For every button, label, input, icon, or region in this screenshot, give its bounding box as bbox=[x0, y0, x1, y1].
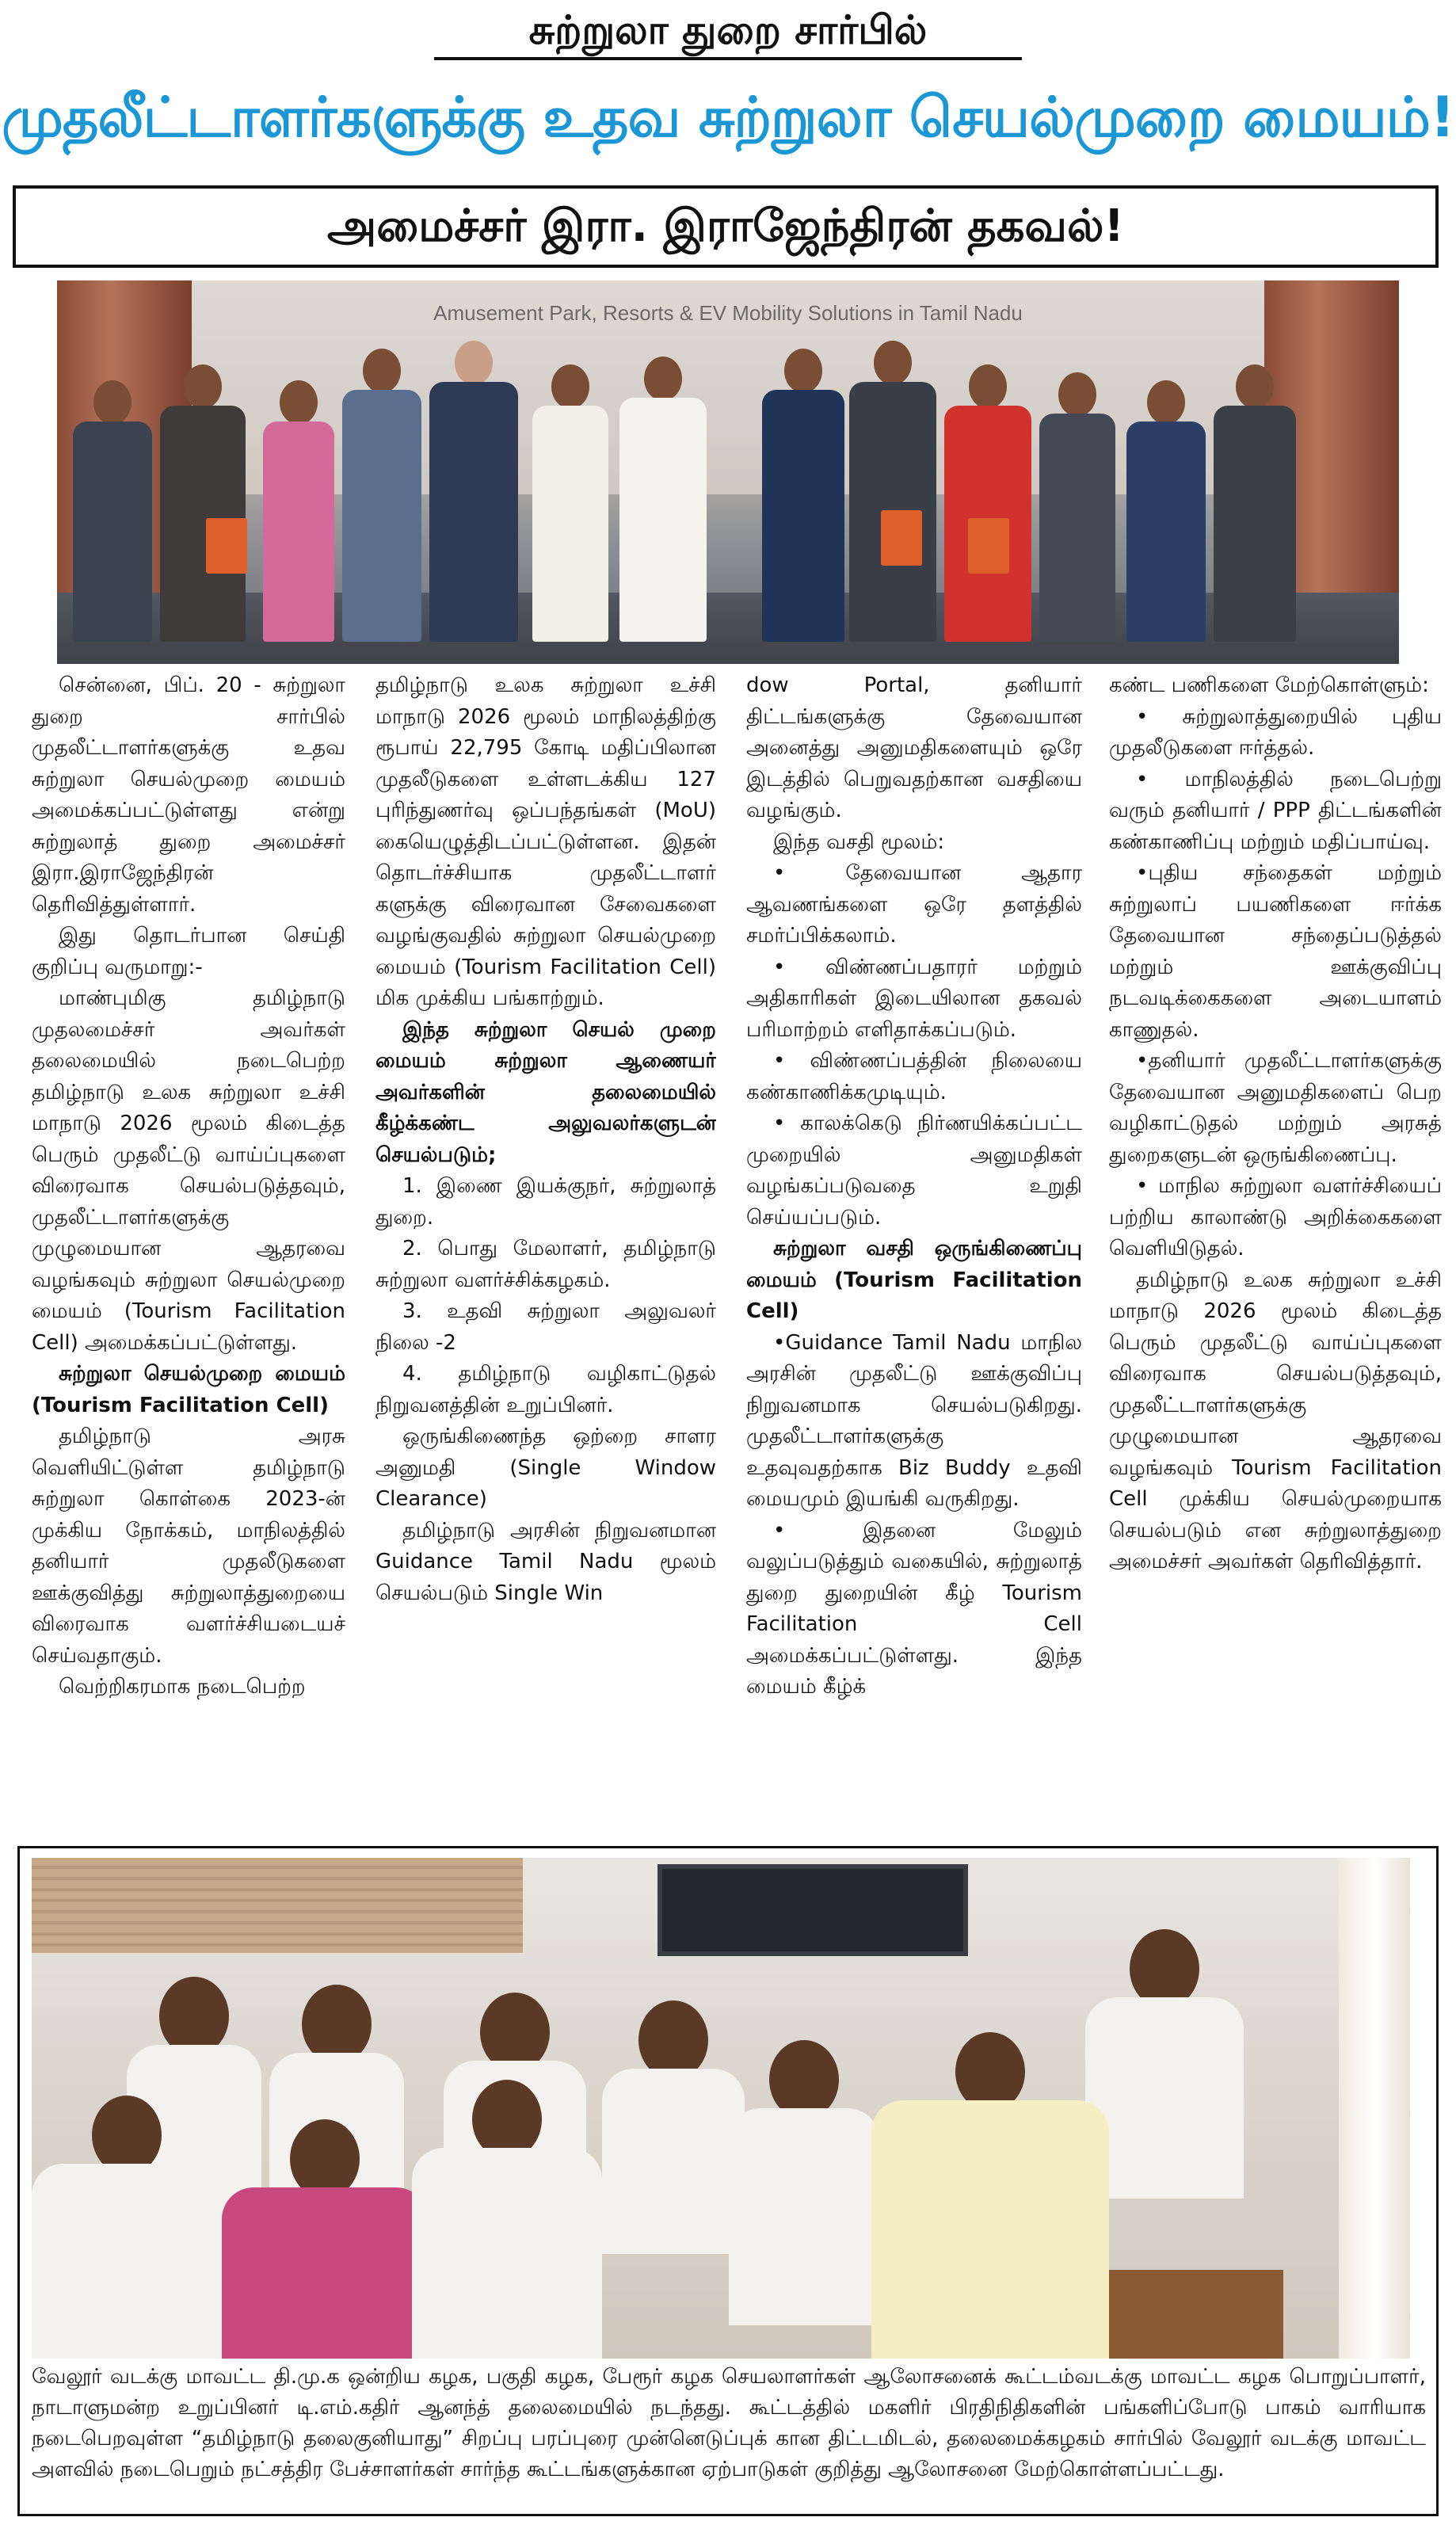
paragraph: சென்னை, பிப். 20 - சுற்றுலா துறை சார்பில் முதலீட்டாளர்களுக்கு உதவ சுற்றுலா செயல்முறை மையம் அமைக்கப்பட்டுள்ளது என்று சுற்றுலாத் துறை அமைச்சர் இரா.இராஜேந்திரன் தெரிவித்துள்ளார். bbox=[32, 673, 345, 917]
person bbox=[532, 364, 608, 642]
paragraph: தமிழ்நாடு அரசின் நிறுவனமான Guidance Tamil Nadu மூலம் செயல்படும் Single Win bbox=[375, 1518, 716, 1605]
paragraph: •Guidance Tamil Nadu மாநில அரசின் முதலீட்டு ஊக்குவிப்பு நிறுவனமாக செயல்படுகிறது. முதலீட்டாளர்களுக்கு உதவுவதற்காக Biz Buddy உதவி மையமும் இயங்கி வருகிறது. bbox=[746, 1330, 1082, 1511]
article-column-4 bbox=[1109, 670, 1442, 1835]
kicker-underline bbox=[434, 57, 1022, 60]
person bbox=[160, 364, 246, 642]
curtain bbox=[1339, 1858, 1410, 2359]
list-item: 4. தமிழ்நாடு வழிகாட்டுதல் நிறுவனத்தின் உறுப்பினர். bbox=[375, 1362, 716, 1417]
wall-tv bbox=[657, 1864, 968, 1956]
list-item: • விண்ணப்பதாரர் மற்றும் அதிகாரிகள் இடையிலான தகவல் பரிமாற்றம் எளிதாக்கப்படும். bbox=[746, 955, 1082, 1042]
person bbox=[1214, 364, 1296, 642]
person bbox=[412, 2080, 602, 2359]
list-item: •புதிய சந்தைகள் மற்றும் சுற்றுலாப் பயணிகளை ஈர்க்க தேவையான சந்தைப்படுத்தல் மற்றும் ஊக்குவிப்பு நடவடிக்கைகளை அடையாளம் காணுதல். bbox=[1109, 861, 1442, 1042]
person bbox=[263, 380, 334, 642]
article-column-2 bbox=[375, 670, 716, 1835]
person bbox=[73, 380, 152, 642]
main-headline: முதலீட்டாளர்களுக்கு உதவ சுற்றுலா செயல்முறை மையம்! bbox=[2, 85, 1454, 150]
paragraph: dow Portal, தனியார் திட்டங்களுக்கு தேவையான அனைத்து அனுமதிகளையும் ஒரே இடத்தில் பெறுவதற்கான வசதியை வழங்கும். bbox=[746, 673, 1082, 822]
person bbox=[1039, 372, 1115, 642]
list-item: 1. இணை இயக்குநர், சுற்றுலாத் துறை. bbox=[375, 1174, 716, 1230]
paragraph: ஒருங்கிணைந்த ஒற்றை சாளர அனுமதி (Single Window Clearance) bbox=[375, 1424, 716, 1511]
article-column-3 bbox=[746, 670, 1082, 1835]
person bbox=[1085, 1929, 1244, 2199]
list-item: • விண்ணப்பத்தின் நிலையை கண்காணிக்கமுடியும். bbox=[746, 1049, 1082, 1104]
paragraph: மாண்புமிகு தமிழ்நாடு முதலமைச்சர் அவர்கள் தலைமையில் நடைபெற்ற தமிழ்நாடு உலக சுற்றுலா உச்சி மாநாடு 2026 மூலம் கிடைத்த பெரும் முதலீட்டு வாய்ப்புகளை விரைவாக செயல்படுத்தவும், முதலீட்டாளர்களுக்கு முழுமையான ஆதரவை வழங்கவும் சுற்றுலா செயல்முறை மையம் (Tourism Facilitation Cell) அமைக்கப்பட்டுள்ளது. bbox=[32, 986, 345, 1355]
list-item: • சுற்றுலாத்துறையில் புதிய முதலீடுகளை ஈர்த்தல். bbox=[1109, 704, 1442, 760]
list-item: • மாநிலத்தில் நடைபெற்று வரும் தனியார் / PPP திட்டங்களின் கண்காணிப்பு மற்றும் மதிப்பாய்வு. bbox=[1109, 767, 1442, 854]
list-item: •தனியார் முதலீட்டாளர்களுக்கு தேவையான அனுமதிகளைப் பெற வழிகாட்டுதல் மற்றும் அரசுத் துறைகளுடன் ஒருங்கிணைப்பு. bbox=[1109, 1049, 1442, 1167]
meeting-photo bbox=[32, 1858, 1410, 2359]
subheading: சுற்றுலா வசதி ஒருங்கிணைப்பு மையம் (Tourism Facilitation Cell) bbox=[746, 1237, 1082, 1323]
paragraph: கண்ட பணிகளை மேற்கொள்ளும்: bbox=[1109, 673, 1429, 697]
person bbox=[729, 2040, 879, 2325]
mou-folder bbox=[968, 518, 1009, 574]
list-item: 2. பொது மேலாளர், தமிழ்நாடு சுற்றுலா வளர்ச்சிக்கழகம். bbox=[375, 1237, 716, 1292]
paragraph: இந்த வசதி மூலம்: bbox=[773, 830, 945, 854]
mou-folder bbox=[206, 518, 247, 574]
mou-folder bbox=[881, 510, 922, 566]
person bbox=[619, 357, 707, 642]
subheading: இந்த சுற்றுலா செயல் முறை மையம் சுற்றுலா ஆணையர் அவர்களின் தலைமையில் கீழ்க்கண்ட அலுவலர்களுடன் செயல்படும்; bbox=[375, 1017, 716, 1167]
window-blind bbox=[32, 1858, 523, 1953]
person bbox=[1126, 380, 1206, 642]
paragraph: தமிழ்நாடு அரசு வெளியிட்டுள்ள தமிழ்நாடு சுற்றுலா கொள்கை 2023-ன் முக்கிய நோக்கம், மாநிலத்தில் தனியார் முதலீடுகளை ஊக்குவித்து சுற்றுலாத்துறையை விரைவாக வளர்ச்சியடையச் செய்வதாகும். bbox=[32, 1424, 345, 1668]
event-photo bbox=[57, 280, 1399, 664]
person bbox=[871, 2032, 1109, 2359]
paragraph: வெற்றிகரமாக நடைபெற்ற bbox=[59, 1675, 306, 1699]
person bbox=[849, 341, 936, 642]
person bbox=[32, 2096, 222, 2359]
kicker-headline: சுற்றுலா துறை சார்பில் bbox=[528, 7, 928, 53]
person bbox=[944, 364, 1031, 642]
list-item: • காலக்கெடு நிர்ணயிக்கப்பட்ட முறையில் அனுமதிகள் வழங்கப்படுவதை உறுதி செய்யப்படும். bbox=[746, 1112, 1082, 1230]
person bbox=[762, 349, 844, 642]
subhead-box bbox=[13, 185, 1439, 268]
person bbox=[429, 341, 518, 642]
stage-banner-text: Amusement Park, Resorts & EV Mobility Solutions in Tamil Nadu bbox=[433, 301, 1023, 325]
person bbox=[222, 2119, 428, 2359]
photo-caption: வேலூர் வடக்கு மாவட்ட தி.மு.க ஒன்றிய கழக, பகுதி கழக, பேரூர் கழக செயலாளர்கள் ஆலோசனைக் கூட்டம்வடக்கு மாவட்ட கழக பொறுப்பாளர், நாடாளுமன்ற உறுப்பினர் டி.எம்.கதிர் ஆனந்த் தலைமையில் நடந்தது. கூட்டத்தில் மகளிர் பிரதிநிதிகளின் பங்களிப்போடு பாகம் வாரியாக நடைபெறவுள்ள “தமிழ்நாடு தலைகுனியாது” சிறப்பு பரப்புரை முன்னெடுப்புக் கான திட்டமிடல், தலைமைக்கழகம் சார்பில் வேலூர் வடக்கு மாவட்ட அளவில் நடைபெறும் நட்சத்திர பேச்சாளர்கள் சார்ந்த கூட்டங்களுக்கான ஏற்பாடுகள் குறித்து ஆலோசனை மேற்கொள்ளப்பட்டது. bbox=[32, 2365, 1426, 2481]
person bbox=[602, 2000, 745, 2254]
article-column-1 bbox=[32, 670, 345, 1835]
subhead: அமைச்சர் இரா. இராஜேந்திரன் தகவல்! bbox=[326, 200, 1125, 252]
subheading: சுற்றுலா செயல்முறை மையம் (Tourism Facilitation Cell) bbox=[32, 1362, 345, 1417]
list-item: • தேவையான ஆதார ஆவணங்களை ஒரே தளத்தில் சமர்ப்பிக்கலாம். bbox=[746, 861, 1082, 948]
person bbox=[342, 349, 421, 642]
list-item: 3. உதவி சுற்றுலா அலுவலர் நிலை -2 bbox=[375, 1299, 716, 1355]
paragraph: தமிழ்நாடு உலக சுற்றுலா உச்சி மாநாடு 2026 மூலம் மாநிலத்திற்கு ரூபாய் 22,795 கோடி மதிப்பிலான முதலீடுகளை உள்ளடக்கிய 127 புரிந்துணர்வு ஒப்பந்தங்கள் (MoU) கையெழுத்திடப்பட்டுள்ளன. இதன் தொடர்ச்சியாக முதலீட்டாளர் களுக்கு விரைவான சேவைகளை வழங்குவதில் சுற்றுலா செயல்முறை மையம் (Tourism Facilitation Cell) மிக முக்கிய பங்காற்றும். bbox=[375, 673, 716, 1010]
paragraph: தமிழ்நாடு உலக சுற்றுலா உச்சி மாநாடு 2026 மூலம் கிடைத்த பெரும் முதலீட்டு வாய்ப்புகளை விரைவாக செயல்படுத்தவும், முதலீட்டாளர்களுக்கு முழுமையான ஆதரவை வழங்கவும் Tourism Facilitation Cell முக்கிய செயல்முறையாக செயல்படும் என சுற்றுலாத்துறை அமைச்சர் அவர்கள் தெரிவித்தார். bbox=[1109, 1268, 1442, 1573]
list-item: • மாநில சுற்றுலா வளர்ச்சியைப் பற்றிய காலாண்டு அறிக்கைகளை வெளியிடுதல். bbox=[1109, 1174, 1442, 1260]
paragraph: • இதனை மேலும் வலுப்படுத்தும் வகையில், சுற்றுலாத் துறை துறையின் கீழ் Tourism Facilitation Cell அமைக்கப்பட்டுள்ளது. இந்த மையம் கீழ்க் bbox=[746, 1518, 1082, 1699]
paragraph: இது தொடர்பான செய்தி குறிப்பு வருமாறு:- bbox=[32, 924, 345, 979]
